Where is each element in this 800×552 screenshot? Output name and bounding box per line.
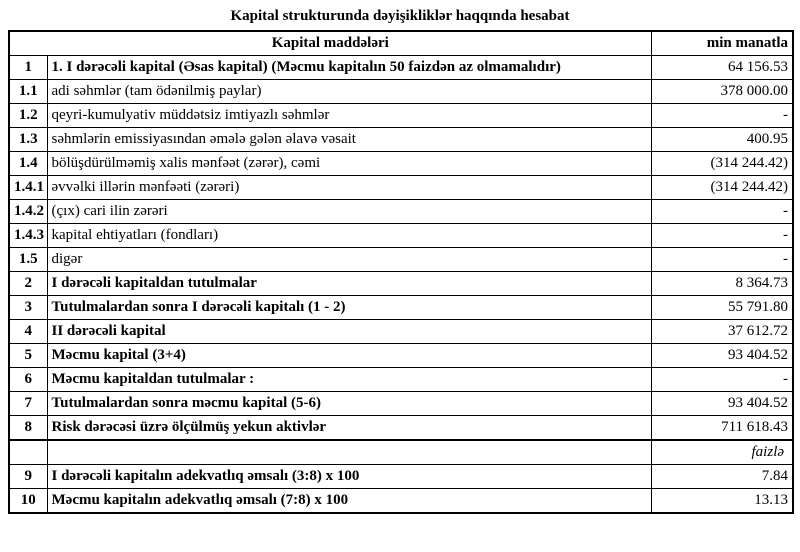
table-row [9,465,793,489]
capital-structure-table [8,30,794,514]
row-value-cell: 400.95 [651,128,793,152]
row-number-cell: 10 [9,489,47,514]
row-label-cell: II dərəcəli kapital [47,320,651,344]
row-value-cell: 8 364.73 [651,272,793,296]
table-row [9,272,793,296]
row-number-cell: 4 [9,320,47,344]
row-number-cell: 1.2 [9,104,47,128]
row-number-cell: 1.3 [9,128,47,152]
row-number-cell [9,440,47,465]
table-row [9,489,793,514]
table-row [9,416,793,441]
row-number-cell: 1.5 [9,248,47,272]
row-label-cell: Tutulmalardan sonra məcmu kapital (5-6) [47,392,651,416]
row-value-cell: - [651,368,793,392]
table-row [9,392,793,416]
table-row [9,104,793,128]
row-label-cell: bölüşdürülməmiş xalis mənfəət (zərər), cəmi [47,152,651,176]
row-value-cell: - [651,224,793,248]
table-row [9,176,793,200]
row-value-cell: - [651,200,793,224]
row-value-cell: (314 244.42) [651,176,793,200]
table-row [9,200,793,224]
row-label-cell: 1. I dərəcəli kapital (Əsas kapital) (Məcmu kapitalın 50 faizdən az olmamalıdır) [47,56,651,80]
row-label-cell: (çıx) cari ilin zərəri [47,200,651,224]
row-value-cell: 7.84 [651,465,793,489]
row-label-cell: I dərəcəli kapitalın adekvatlıq əmsalı (3:8) x 100 [47,465,651,489]
row-label-cell [47,440,651,465]
row-number-cell: 1.4 [9,152,47,176]
row-value-cell: - [651,104,793,128]
table-row [9,320,793,344]
row-number-cell: 1 [9,56,47,80]
row-value-cell: 711 618.43 [651,416,793,441]
row-number-cell: 1.4.2 [9,200,47,224]
row-number-cell: 5 [9,344,47,368]
row-number-cell: 1.4.3 [9,224,47,248]
row-label-cell: Tutulmalardan sonra I dərəcəli kapitalı (1 - 2) [47,296,651,320]
report-title: Kapital strukturunda dəyişikliklər haqqında hesabat [230,8,570,24]
row-label-cell: qeyri-kumulyativ müddətsiz imtiyazlı səhmlər [47,104,651,128]
table-row [9,344,793,368]
row-value-cell: 55 791.80 [651,296,793,320]
row-label-cell: kapital ehtiyatları (fondları) [47,224,651,248]
row-label-cell: I dərəcəli kapitaldan tutulmalar [47,272,651,296]
row-label-cell: Məcmu kapitaldan tutulmalar : [47,368,651,392]
row-value-cell: 13.13 [651,489,793,514]
table-row [9,368,793,392]
row-value-cell: 37 612.72 [651,320,793,344]
table-row [9,296,793,320]
row-value-cell: 93 404.52 [651,344,793,368]
header-min-manatla: min manatla [651,31,793,56]
row-number-cell: 1.4.1 [9,176,47,200]
table-row [9,224,793,248]
row-number-cell: 1.1 [9,80,47,104]
row-label-cell: adi səhmlər (tam ödənilmiş paylar) [47,80,651,104]
header-row [9,31,793,56]
row-label-cell: səhmlərin emissiyasından əmələ gələn əlavə vəsait [47,128,651,152]
row-value-cell: (314 244.42) [651,152,793,176]
table-row [9,248,793,272]
table-body [9,56,793,514]
row-value-cell: 93 404.52 [651,392,793,416]
row-number-cell: 8 [9,416,47,441]
row-label-cell: Məcmu kapitalın adekvatlıq əmsalı (7:8) x 100 [47,489,651,514]
table-row [9,128,793,152]
row-number-cell: 7 [9,392,47,416]
header-kapital-maddeleri: Kapital maddələri [9,31,651,56]
table-row [9,56,793,80]
row-number-cell: 9 [9,465,47,489]
table-row [9,80,793,104]
table-row [9,440,793,465]
row-value-cell: 64 156.53 [651,56,793,80]
row-value-cell: - [651,248,793,272]
row-label-cell: Risk dərəcəsi üzrə ölçülmüş yekun aktivlər [47,416,651,441]
row-number-cell: 2 [9,272,47,296]
row-label-cell: digər [47,248,651,272]
table-row [9,152,793,176]
row-value-cell: 378 000.00 [651,80,793,104]
row-value-cell: faizlə [651,440,793,465]
row-label-cell: əvvəlki illərin mənfəəti (zərəri) [47,176,651,200]
row-number-cell: 3 [9,296,47,320]
row-number-cell: 6 [9,368,47,392]
row-label-cell: Məcmu kapital (3+4) [47,344,651,368]
